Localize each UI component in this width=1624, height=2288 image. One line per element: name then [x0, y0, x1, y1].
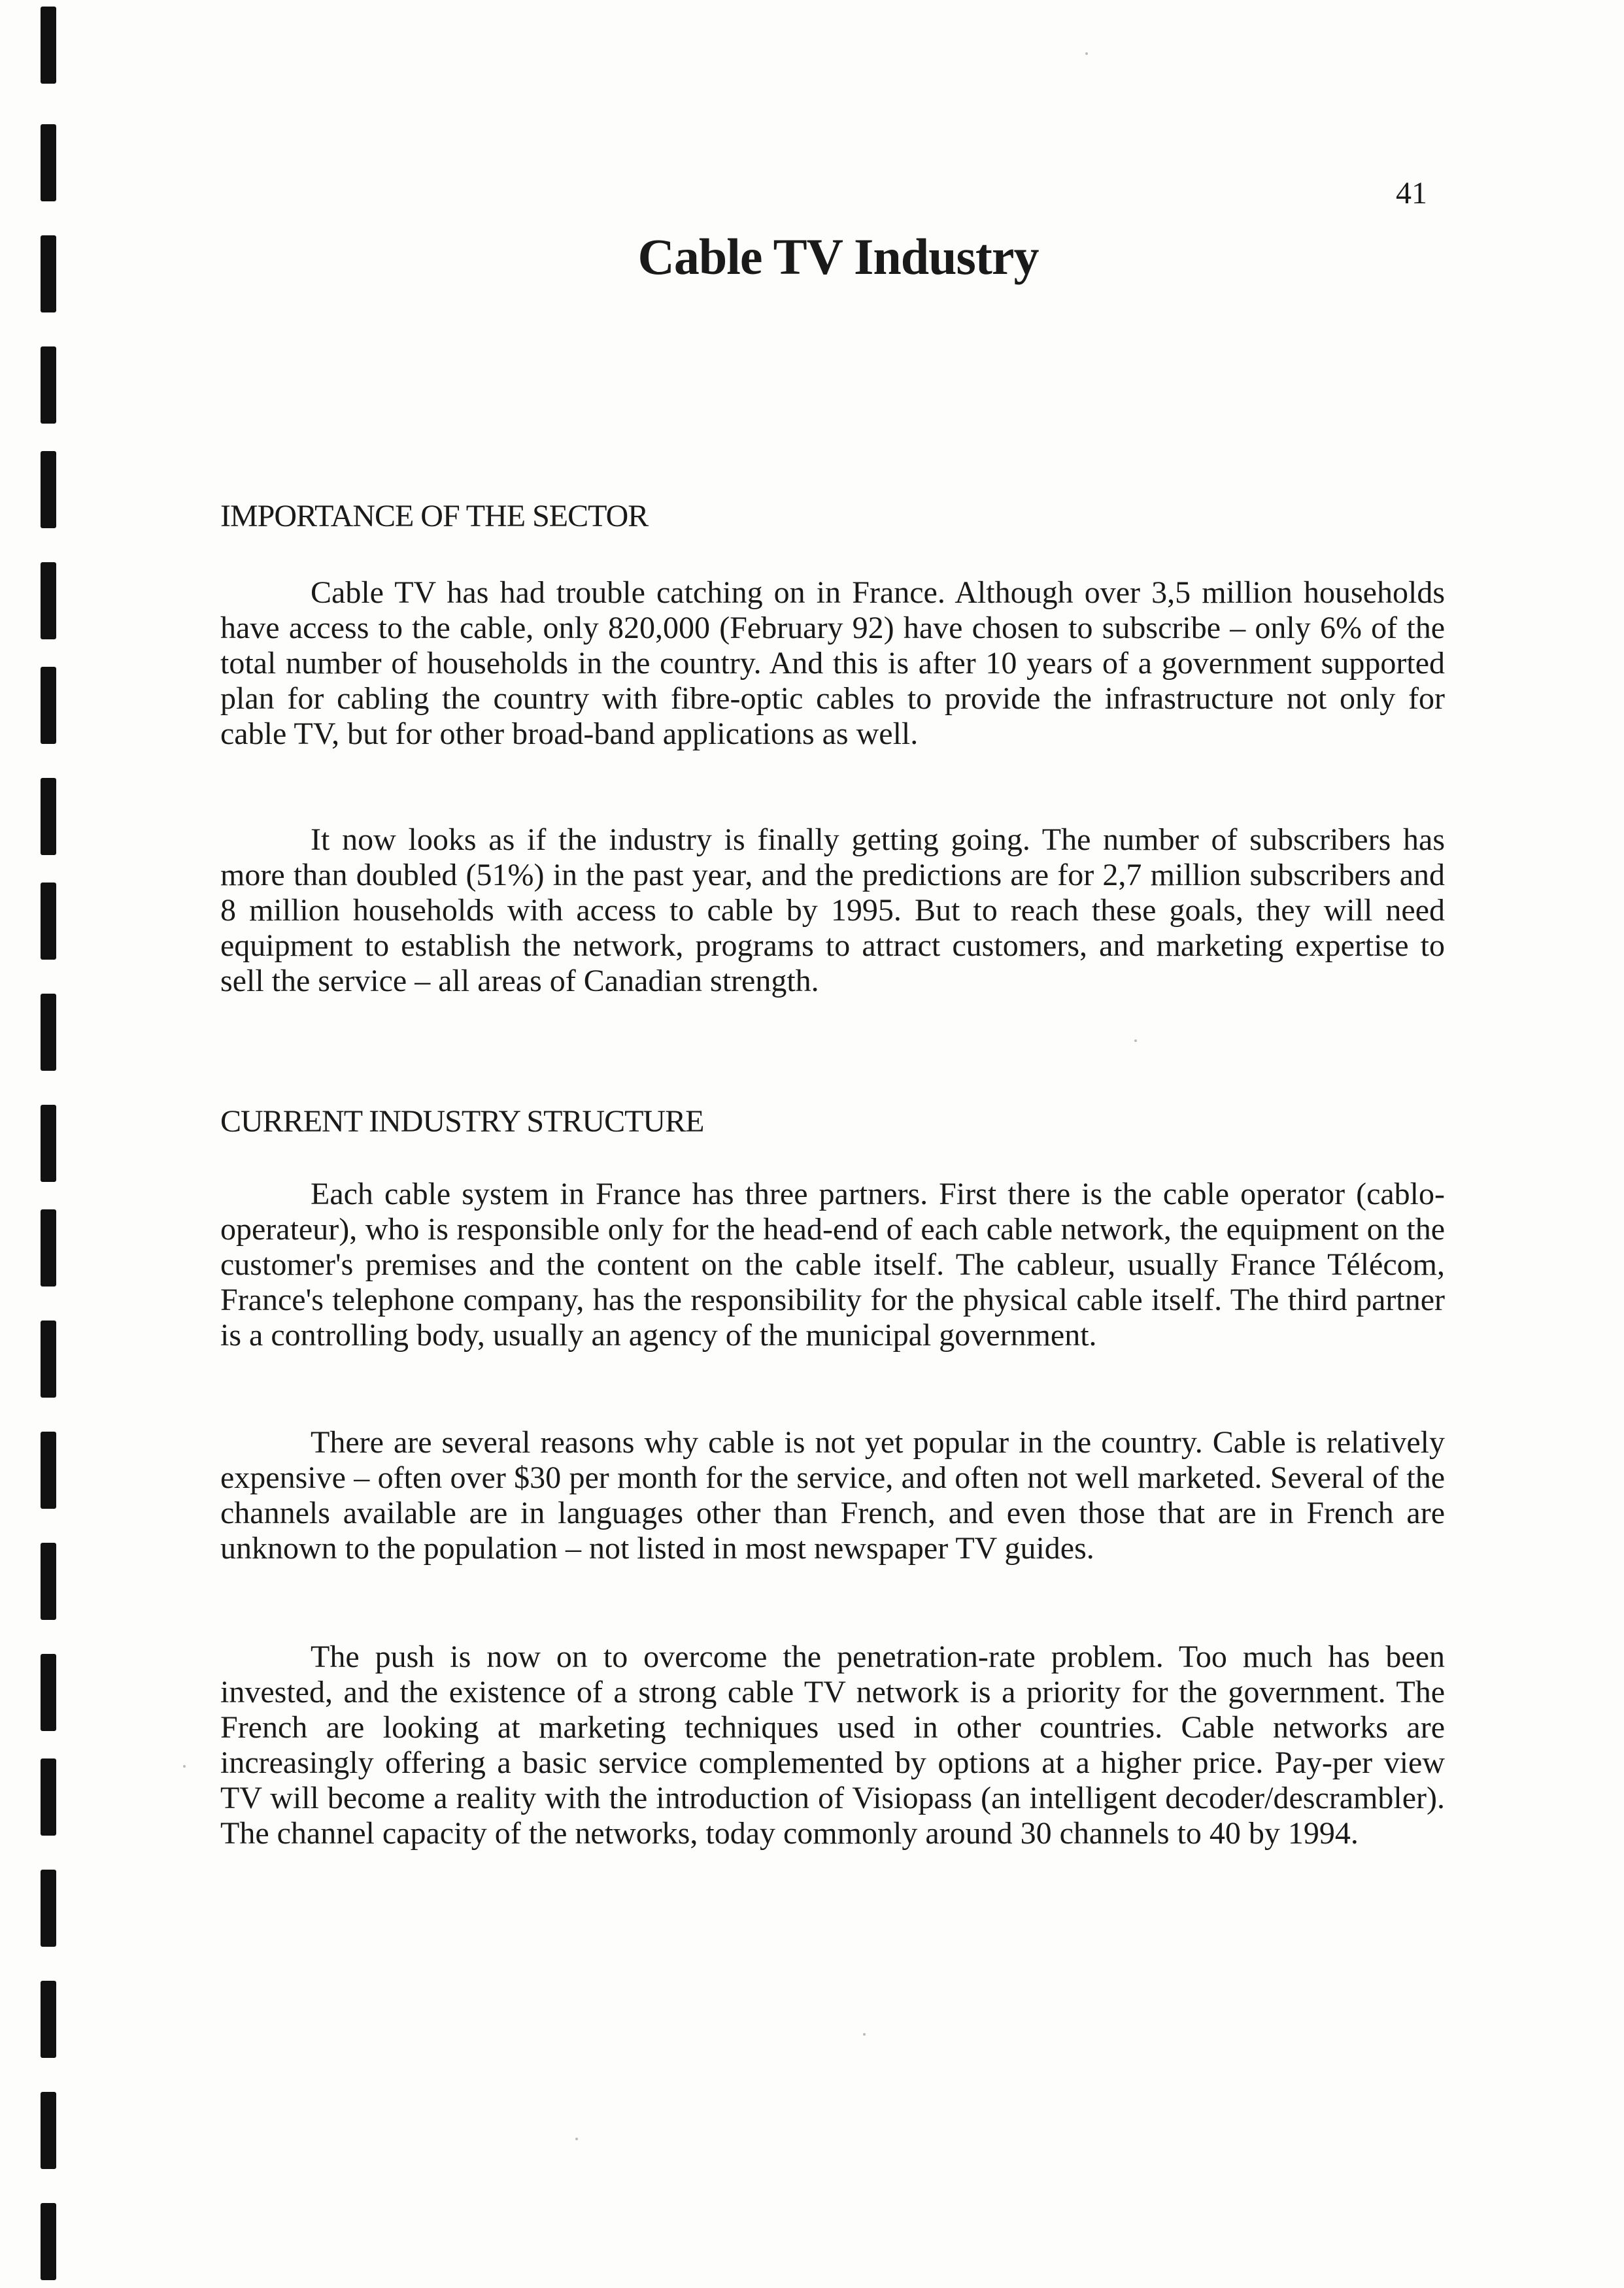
- binding-mark: [41, 1654, 56, 1731]
- paragraph: Cable TV has had trouble catching on in France. Although over 3,5 million households have access to the cable, only 820,000 (February 92) have chosen to subscribe – only 6% of the total number of households in the country. And this is after 10 years of a government supported plan for cabling the country with fibre-optic cables to provide the infrastructure not only for cable TV, but for other broad-band applications as well.: [220, 575, 1445, 751]
- binding-mark: [41, 1870, 56, 1947]
- binding-mark: [41, 994, 56, 1071]
- scan-speck: [183, 1765, 186, 1768]
- page-number: 41: [1396, 176, 1427, 210]
- paragraph: It now looks as if the industry is finally getting going. The number of subscribers has more than doubled (51%) in the past year, and the predictions are for 2,7 million subscribers and 8 million households with access to cable by 1995. But to reach these goals, they will need equipment to establish the network, programs to attract customers, and marketing expertise to sell the service – all areas of Canadian strength.: [220, 822, 1445, 998]
- scan-speck: [575, 2138, 578, 2140]
- binding-mark: [41, 124, 56, 201]
- binding-mark: [41, 346, 56, 424]
- binding-strip: [0, 0, 85, 2288]
- binding-mark: [41, 1758, 56, 1836]
- binding-mark: [41, 1981, 56, 2058]
- scan-speck: [863, 2033, 866, 2036]
- scan-speck: [1134, 1039, 1137, 1042]
- paragraph: The push is now on to overcome the penetration-rate problem. Too much has been invested, and the existence of a strong cable TV network is a priority for the government. The French are looking at marketing techniques used in other countries. Cable networks are increasingly offering a basic service complemented by options at a higher price. Pay-per view TV will become a reality with the introduction of Visiopass (an intelligent decoder/descrambler). The channel capacity of the networks, today commonly around 30 channels to 40 by 1994.: [220, 1640, 1445, 1851]
- scan-speck: [1085, 52, 1088, 55]
- binding-mark: [41, 562, 56, 639]
- binding-mark: [41, 778, 56, 855]
- binding-mark: [41, 1432, 56, 1509]
- page-title: Cable TV Industry: [637, 228, 1039, 285]
- binding-mark: [41, 1321, 56, 1398]
- binding-mark: [41, 883, 56, 960]
- paragraph: There are several reasons why cable is not yet popular in the country. Cable is relatively expensive – often over $30 per month for the service, and often not well marketed. Several of the channels available are in languages other than French, and even those that are in French are unknown to the population – not listed in most newspaper TV guides.: [220, 1425, 1445, 1566]
- binding-mark: [41, 2203, 56, 2280]
- binding-mark: [41, 7, 56, 84]
- binding-mark: [41, 1543, 56, 1620]
- binding-mark: [41, 451, 56, 528]
- binding-mark: [41, 1105, 56, 1182]
- paragraph: Each cable system in France has three partners. First there is the cable operator (cablo-operateur), who is responsible only for the head-end of each cable network, the equipment on the customer's premises and the content on the cable itself. The cableur, usually France Télécom, France's telephone company, has the responsibility for the physical cable itself. The third partner is a controlling body, usually an agency of the municipal government.: [220, 1177, 1445, 1353]
- section-heading-importance: IMPORTANCE OF THE SECTOR: [220, 499, 649, 533]
- binding-mark: [41, 667, 56, 744]
- section-heading-industry-structure: CURRENT INDUSTRY STRUCTURE: [220, 1104, 704, 1139]
- binding-mark: [41, 1209, 56, 1287]
- binding-mark: [41, 2092, 56, 2169]
